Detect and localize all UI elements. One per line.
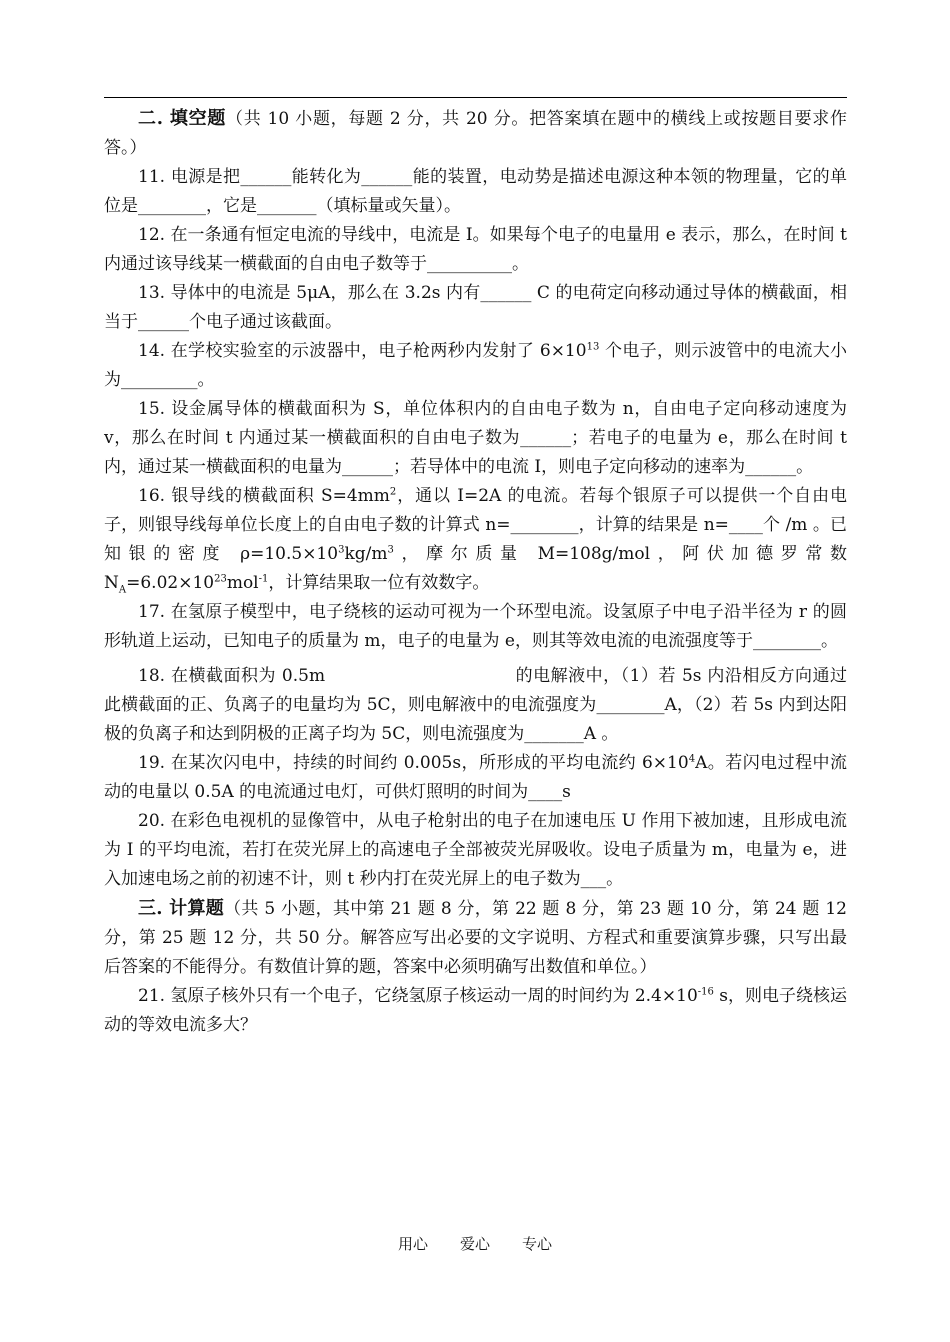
question-19: 19. 在某次闪电中，持续的时间约 0.005s，所形成的平均电流约 $6\times 10^4A$。若闪电过程中流动的电量以 0.5A 的电流通过电灯，可供灯照明的时间为____s xyxy=(104,753,847,802)
question-16: 16. 银导线的横截面积 $S=4mm^2$，通以 I=2A 的电流。若每个银原子可以提供一个自由电子，则银导线每单位长度上的自由电子数的计算式 n=________，计算的结果是 n=____个 /m 。已知银的密度 $\rho=10.5\times 10^3kg/m^3$，摩尔质量 M=108g/mol，阿伏加德罗常数 $N_A=6.02\times 10^{23}mol^{-1}$，计算结果取一位有效数字。 xyxy=(104,486,848,596)
header-rule xyxy=(104,97,847,98)
question-12: 12. 在一条通有恒定电流的导线中，电流是 I。如果每个电子的电量用 e 表示，那么，在时间 t 内通过该导线某一横截面的自由电子数等于__________。 xyxy=(104,225,847,274)
question-18: 18. 在横截面积为 0.5m 的电解液中，（1）若 5s 内沿相反方向通过此横截面的正、负离子的电量均为 5C，则电解液中的电流强度为________A，（2）若 5s 内到达阳极的负离子和达到阴极的正离子均为 5C，则电流强度为_______A 。 xyxy=(104,666,847,744)
exam-content xyxy=(104,104,847,1040)
question-21: 21. 氢原子核外只有一个电子，它绕氢原子核运动一周的时间约为 $2.4\times 10^{-16}$ s，则电子绕核运动的等效电流多大？ xyxy=(104,986,848,1035)
section3-heading xyxy=(104,894,847,982)
question-11: 11. 电源是把______能转化为______能的装置，电动势是描述电源这种本领的物理量，它的单位是________，它是_______（填标量或矢量）。 xyxy=(104,167,847,216)
question-20: 20. 在彩色电视机的显像管中，从电子枪射出的电子在加速电压 U 作用下被加速，且形成电流为 I 的平均电流，若打在荧光屏上的高速电子全部被荧光屏吸收。设电子质量为 m，电量为 e，进入加速电场之前的初速不计，则 t 秒内打在荧光屏上的电子数为___。 xyxy=(104,811,847,889)
question-15: 15. 设金属导体的横截面积为 S，单位体积内的自由电子数为 n，自由电子定向移动速度为 v，那么在时间 t 内通过某一横截面积的自由电子数为______；若电子的电量为 e，那么在时间 t 内，通过某一横截面积的电量为______；若导体中的电流 I，则电子定向移动的速率为______。 xyxy=(104,399,847,477)
question-17: 17. 在氢原子模型中，电子绕核的运动可视为一个环型电流。设氢原子中电子沿半径为 r 的圆形轨道上运动，已知电子的质量为 m，电子的电量为 e，则其等效电流的电流强度等于________。 xyxy=(104,602,847,651)
section2-note: （共 10 小题，每题 2 分，共 20 分。把答案填在题中的横线上或按题目要求作答。） xyxy=(104,109,847,158)
section2-title: 二. 填空题 xyxy=(138,108,227,129)
section3-title: 三. 计算题 xyxy=(138,898,225,919)
footer-item: 用心 xyxy=(397,1235,428,1253)
question-14: 14. 在学校实验室的示波器中，电子枪两秒内发射了 $6\times 10^{13}$ 个电子，则示波管中的电流大小为_________。 xyxy=(104,341,847,390)
footer-item: 专心 xyxy=(522,1235,553,1253)
page-footer xyxy=(0,1233,950,1254)
question-13: 13. 导体中的电流是 5μA，那么在 3.2s 内有______ C 的电荷定向移动通过导体的横截面，相当于______个电子通过该截面。 xyxy=(104,283,847,332)
section3-note: （共 5 小题，其中第 21 题 8 分，第 22 题 8 分，第 23 题 10 分，第 24 题 12 分，第 25 题 12 分，共 50 分。解答应写出必要的文字说明、方程式和重要演算步骤，只写出最后答案的不能得分。有数值计算的题，答案中必须明确写出数值和单位。） xyxy=(104,899,847,977)
footer-item: 爱心 xyxy=(459,1235,490,1253)
section2-heading xyxy=(104,104,847,163)
